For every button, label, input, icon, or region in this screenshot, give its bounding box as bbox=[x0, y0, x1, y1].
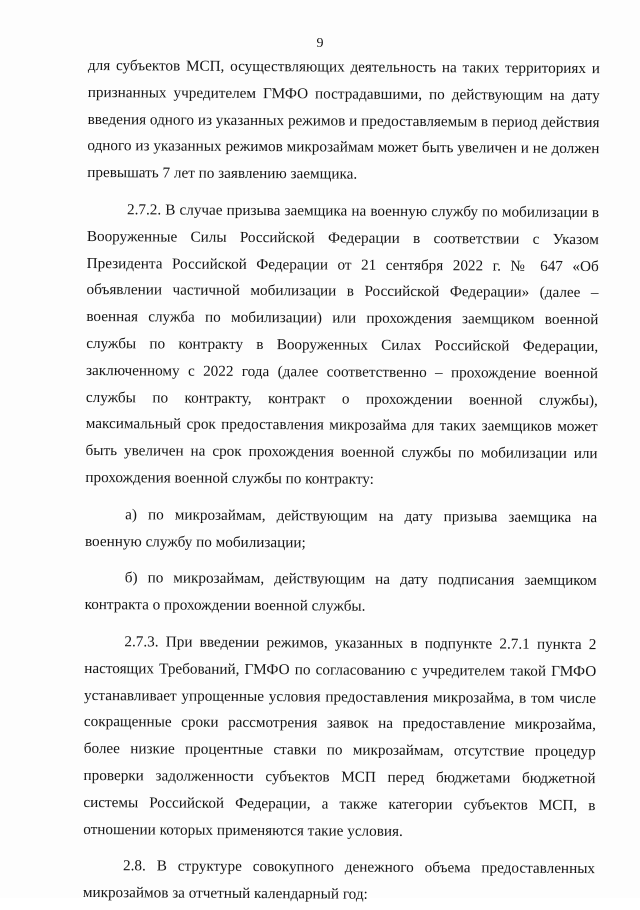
page-number: 9 bbox=[316, 36, 324, 51]
paragraph-continuation: для субъектов МСП, осуществляющих деятельность на таких территориях и признанных учредителем ГМФО пострадавшими, по действующим на дату введения одного из указанных режимов и предоставляемым в период действия одного из указанных режимов микрозаймам может быть увеличен и не должен превышать 7 лет по заявлению заемщика. bbox=[87, 56, 600, 183]
list-item-b: б) по микрозаймам, действующим на дату подписания заемщиком контракта о прохождении военной службы. bbox=[84, 569, 597, 615]
paragraph-2-7-2: 2.7.2. В случае призыва заемщика на военную службу по мобилизации в Вооруженные Силы Российской Федерации в соответствии с Указом Президента Российской Федерации от 21 сентября 2022 г. № 647 «Об объявлении частичной мобилизации в Российской Федерации» (далее – военная служба по мобилизации) или прохождения заемщиком военной службы по контракту в Вооруженных Силах Российской Федерации, заключенному с 2022 года (далее соответственно – прохождение военной службы по контракту, контракт о прохождении военной службы), максимальный срок предоставления микрозайма для таких заемщиков может быть увеличен на срок прохождения военной службы по мобилизации или прохождения военной службы по контракту: bbox=[85, 201, 600, 488]
list-item-a: а) по микрозаймам, действующим на дату призыва заемщика на военную службу по мобилизации; bbox=[84, 505, 598, 551]
document-body bbox=[83, 53, 600, 910]
paragraph-2-7-3: 2.7.3. При введении режимов, указанных в подпункте 2.7.1 пункта 2 настоящих Требований, ГМФО по согласованию с учредителем такой ГМФО устанавливает упрощенные условия предоставления микрозайма, в том числе сокращенные сроки рассмотрения заявок на предоставление микрозайма, более низкие процентные ставки по микрозаймам, отсутствие процедур проверки задолженности субъектов МСП перед бюджетами бюджетной системы Российской Федерации, а также категории субъектов МСП, в отношении которых применяются такие условия. bbox=[83, 633, 597, 840]
paragraph-2-8: 2.8. В структуре совокупного денежного объема предоставленных микрозаймов за отчетный календарный год: bbox=[82, 857, 596, 903]
